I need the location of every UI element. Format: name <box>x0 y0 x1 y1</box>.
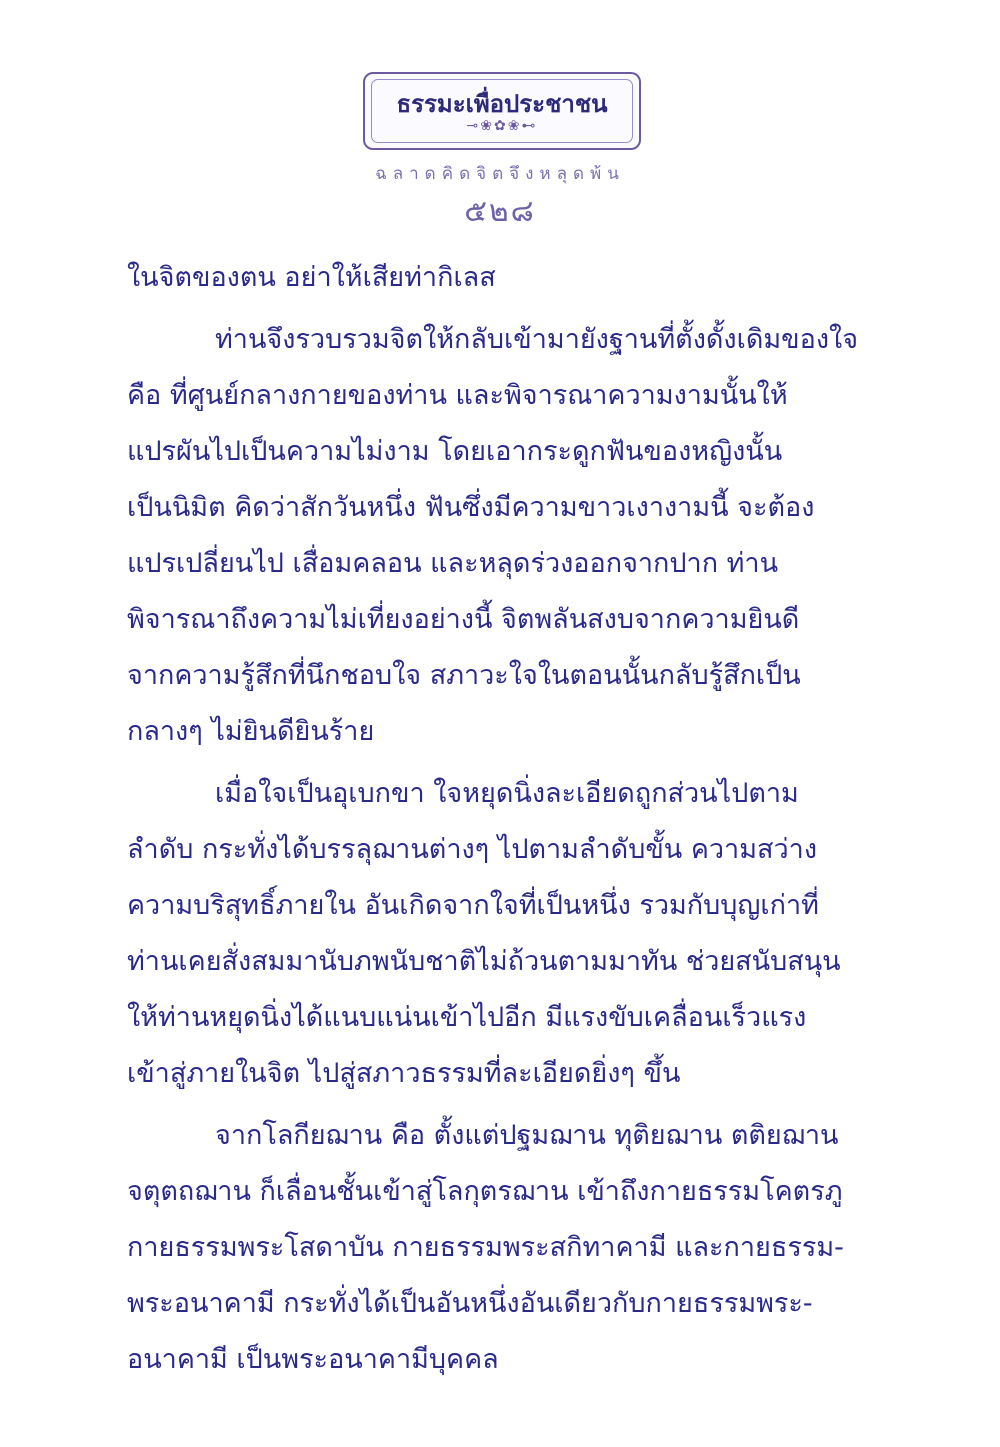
text-line: จตุตถฌาน ก็เลื่อนชั้นเข้าสู่โลกุตรฌาน เข้าถึงกายธรรมโคตรภู <box>127 1176 843 1207</box>
logo-ornament-icon: ⊸❀✿❀⊷ <box>466 118 538 134</box>
text-line: คือ ที่ศูนย์กลางกายของท่าน และพิจารณาความงามนั้นให้ <box>127 380 788 411</box>
book-title: ฉลาดคิดจิตจึงหลุดพ้น <box>375 164 625 184</box>
body-text <box>127 250 859 1388</box>
text-line: ท่านจึงรวบรวมจิตให้กลับเข้ามายังฐานที่ตั้งดั้งเดิมของใจ <box>215 324 859 355</box>
text-line: ท่านเคยสั่งสมมานับภพนับชาติไม่ถ้วนตามมาทัน ช่วยสนับสนุน <box>127 946 841 977</box>
text-line: อนาคามี เป็นพระอนาคามีบุคคล <box>127 1344 499 1375</box>
series-logo <box>363 72 641 150</box>
text-line: เมื่อใจเป็นอุเบกขา ใจหยุดนิ่งละเอียดถูกส่วนไปตาม <box>215 778 799 809</box>
page-number: ๕๒๘ <box>464 194 536 229</box>
paragraph <box>127 250 849 306</box>
text-line: เข้าสู่ภายในจิต ไปสู่สภาวธรรมที่ละเอียดยิ่งๆ ขึ้น <box>127 1058 681 1089</box>
page-header <box>0 0 1000 240</box>
text-line: จากโลกียฌาน คือ ตั้งแต่ปฐมฌาน ทุติยฌาน ตติยฌาน <box>215 1120 839 1151</box>
text-line: พระอนาคามี กระทั่งได้เป็นอันหนึ่งอันเดียวกับกายธรรมพระ- <box>127 1288 813 1319</box>
logo-text: ธรรมะเพื่อประชาชน <box>396 90 608 118</box>
text-line: ความบริสุทธิ์ภายใน อันเกิดจากใจที่เป็นหนึ่ง รวมกับบุญเก่าที่ <box>127 890 819 921</box>
text-line: ให้ท่านหยุดนิ่งได้แนบแน่นเข้าไปอีก มีแรงขับเคลื่อนเร็วแรง <box>127 1002 807 1033</box>
text-line: ในจิตของตน อย่าให้เสียท่ากิเลส <box>127 262 496 293</box>
text-line: ลำดับ กระทั่งได้บรรลุฌานต่างๆ ไปตามลำดับขั้น ความสว่าง <box>127 834 818 865</box>
text-line: แปรผันไปเป็นความไม่งาม โดยเอากระดูกฟันของหญิงนั้น <box>127 436 783 467</box>
text-line: แปรเปลี่ยนไป เสื่อมคลอน และหลุดร่วงออกจากปาก ท่าน <box>127 548 779 579</box>
text-line: กายธรรมพระโสดาบัน กายธรรมพระสกิทาคามี และกายธรรม- <box>127 1232 844 1263</box>
text-line: เป็นนิมิต คิดว่าสักวันหนึ่ง ฟันซึ่งมีความขาวเงางามนี้ จะต้อง <box>127 492 815 523</box>
text-line: กลางๆ ไม่ยินดียินร้าย <box>127 716 375 747</box>
paragraph <box>127 312 859 760</box>
text-line: จากความรู้สึกที่นึกชอบใจ สภาวะใจในตอนนั้นกลับรู้สึกเป็น <box>127 660 801 691</box>
text-line: พิจารณาถึงความไม่เที่ยงอย่างนี้ จิตพลันสงบจากความยินดี <box>127 604 800 635</box>
paragraph <box>127 1108 849 1388</box>
paragraph <box>127 766 849 1102</box>
